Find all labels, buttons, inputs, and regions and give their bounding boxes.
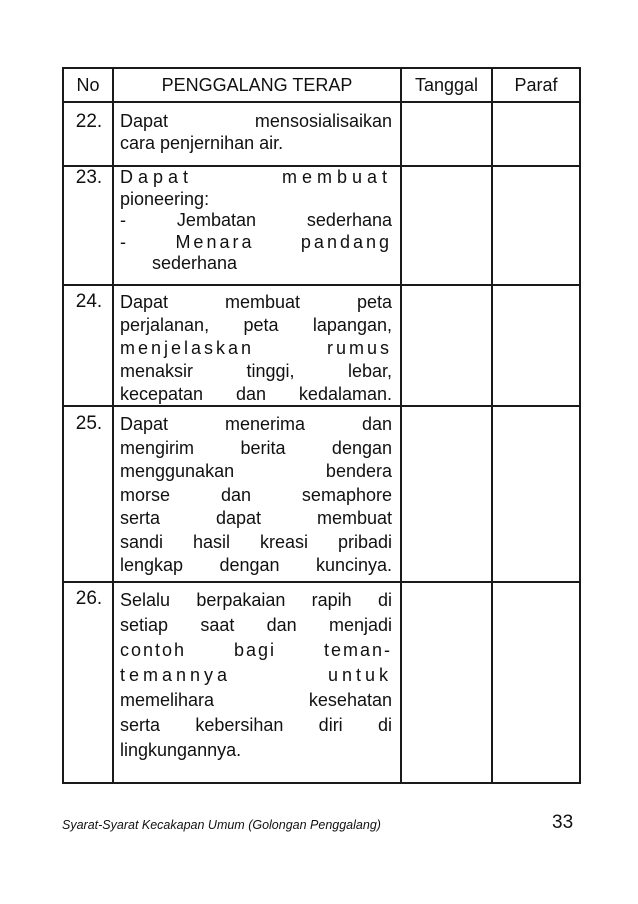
row-description	[120, 588, 392, 763]
row-line: perjalanan, peta lapangan,	[120, 315, 392, 335]
row-description	[120, 413, 392, 578]
header-date: Tanggal	[414, 75, 479, 95]
row-number: 22.	[75, 111, 103, 132]
row-number: 26.	[75, 588, 103, 609]
row-divider	[64, 101, 579, 103]
header-item: PENGGALANG TERAP	[161, 75, 353, 95]
row-line: - Jembatan sederhana	[120, 210, 392, 230]
row-number: 25.	[75, 413, 103, 434]
row-line: memelihara kesehatan	[120, 690, 392, 710]
row-line: cara penjernihan air.	[120, 132, 284, 153]
row-divider	[64, 581, 579, 583]
row-line: Dapat mensosialisaikan	[120, 111, 392, 131]
row-line: temannya untuk	[120, 665, 392, 685]
row-number: 23.	[75, 167, 103, 188]
row-line: Selalu berpakaian rapih di	[120, 590, 392, 610]
row-line: setiap saat dan menjadi	[120, 615, 392, 635]
column-divider	[400, 69, 402, 782]
row-line: menjelaskan rumus	[120, 338, 392, 358]
row-number: 24.	[75, 291, 103, 312]
row-line: pioneering:	[120, 188, 210, 209]
page-number: 33	[552, 812, 574, 833]
row-line: mengirim berita dengan	[120, 437, 392, 458]
row-line: - Menara pandang	[120, 231, 392, 252]
header-signature: Paraf	[514, 75, 558, 95]
row-line: Dapat membuat peta	[120, 292, 392, 312]
column-divider	[491, 69, 493, 782]
row-description	[120, 111, 392, 154]
row-line: lingkungannya.	[120, 740, 242, 760]
row-line: Dapat membuat	[120, 167, 392, 187]
requirements-table	[62, 67, 581, 784]
row-line: menaksir tinggi, lebar,	[120, 361, 392, 381]
row-line: serta kebersihan diri di	[120, 715, 392, 735]
footer-title: Syarat-Syarat Kecakapan Umum (Golongan Penggalang)	[62, 818, 381, 832]
row-line: serta dapat membuat	[120, 508, 392, 528]
row-line: menggunakan bendera	[120, 461, 392, 481]
row-line: kecepatan dan kedalaman.	[120, 384, 392, 404]
header-no: No	[76, 75, 100, 95]
row-line: morse dan semaphore	[120, 484, 392, 505]
row-line: Dapat menerima dan	[120, 414, 392, 434]
row-description	[120, 291, 392, 406]
row-description	[120, 167, 392, 275]
row-line: contoh bagi teman-	[120, 640, 392, 660]
row-divider	[64, 284, 579, 286]
row-line: sandi hasil kreasi pribadi	[120, 531, 392, 552]
row-line: lengkap dengan kuncinya.	[120, 555, 392, 575]
row-line: sederhana	[152, 253, 238, 273]
